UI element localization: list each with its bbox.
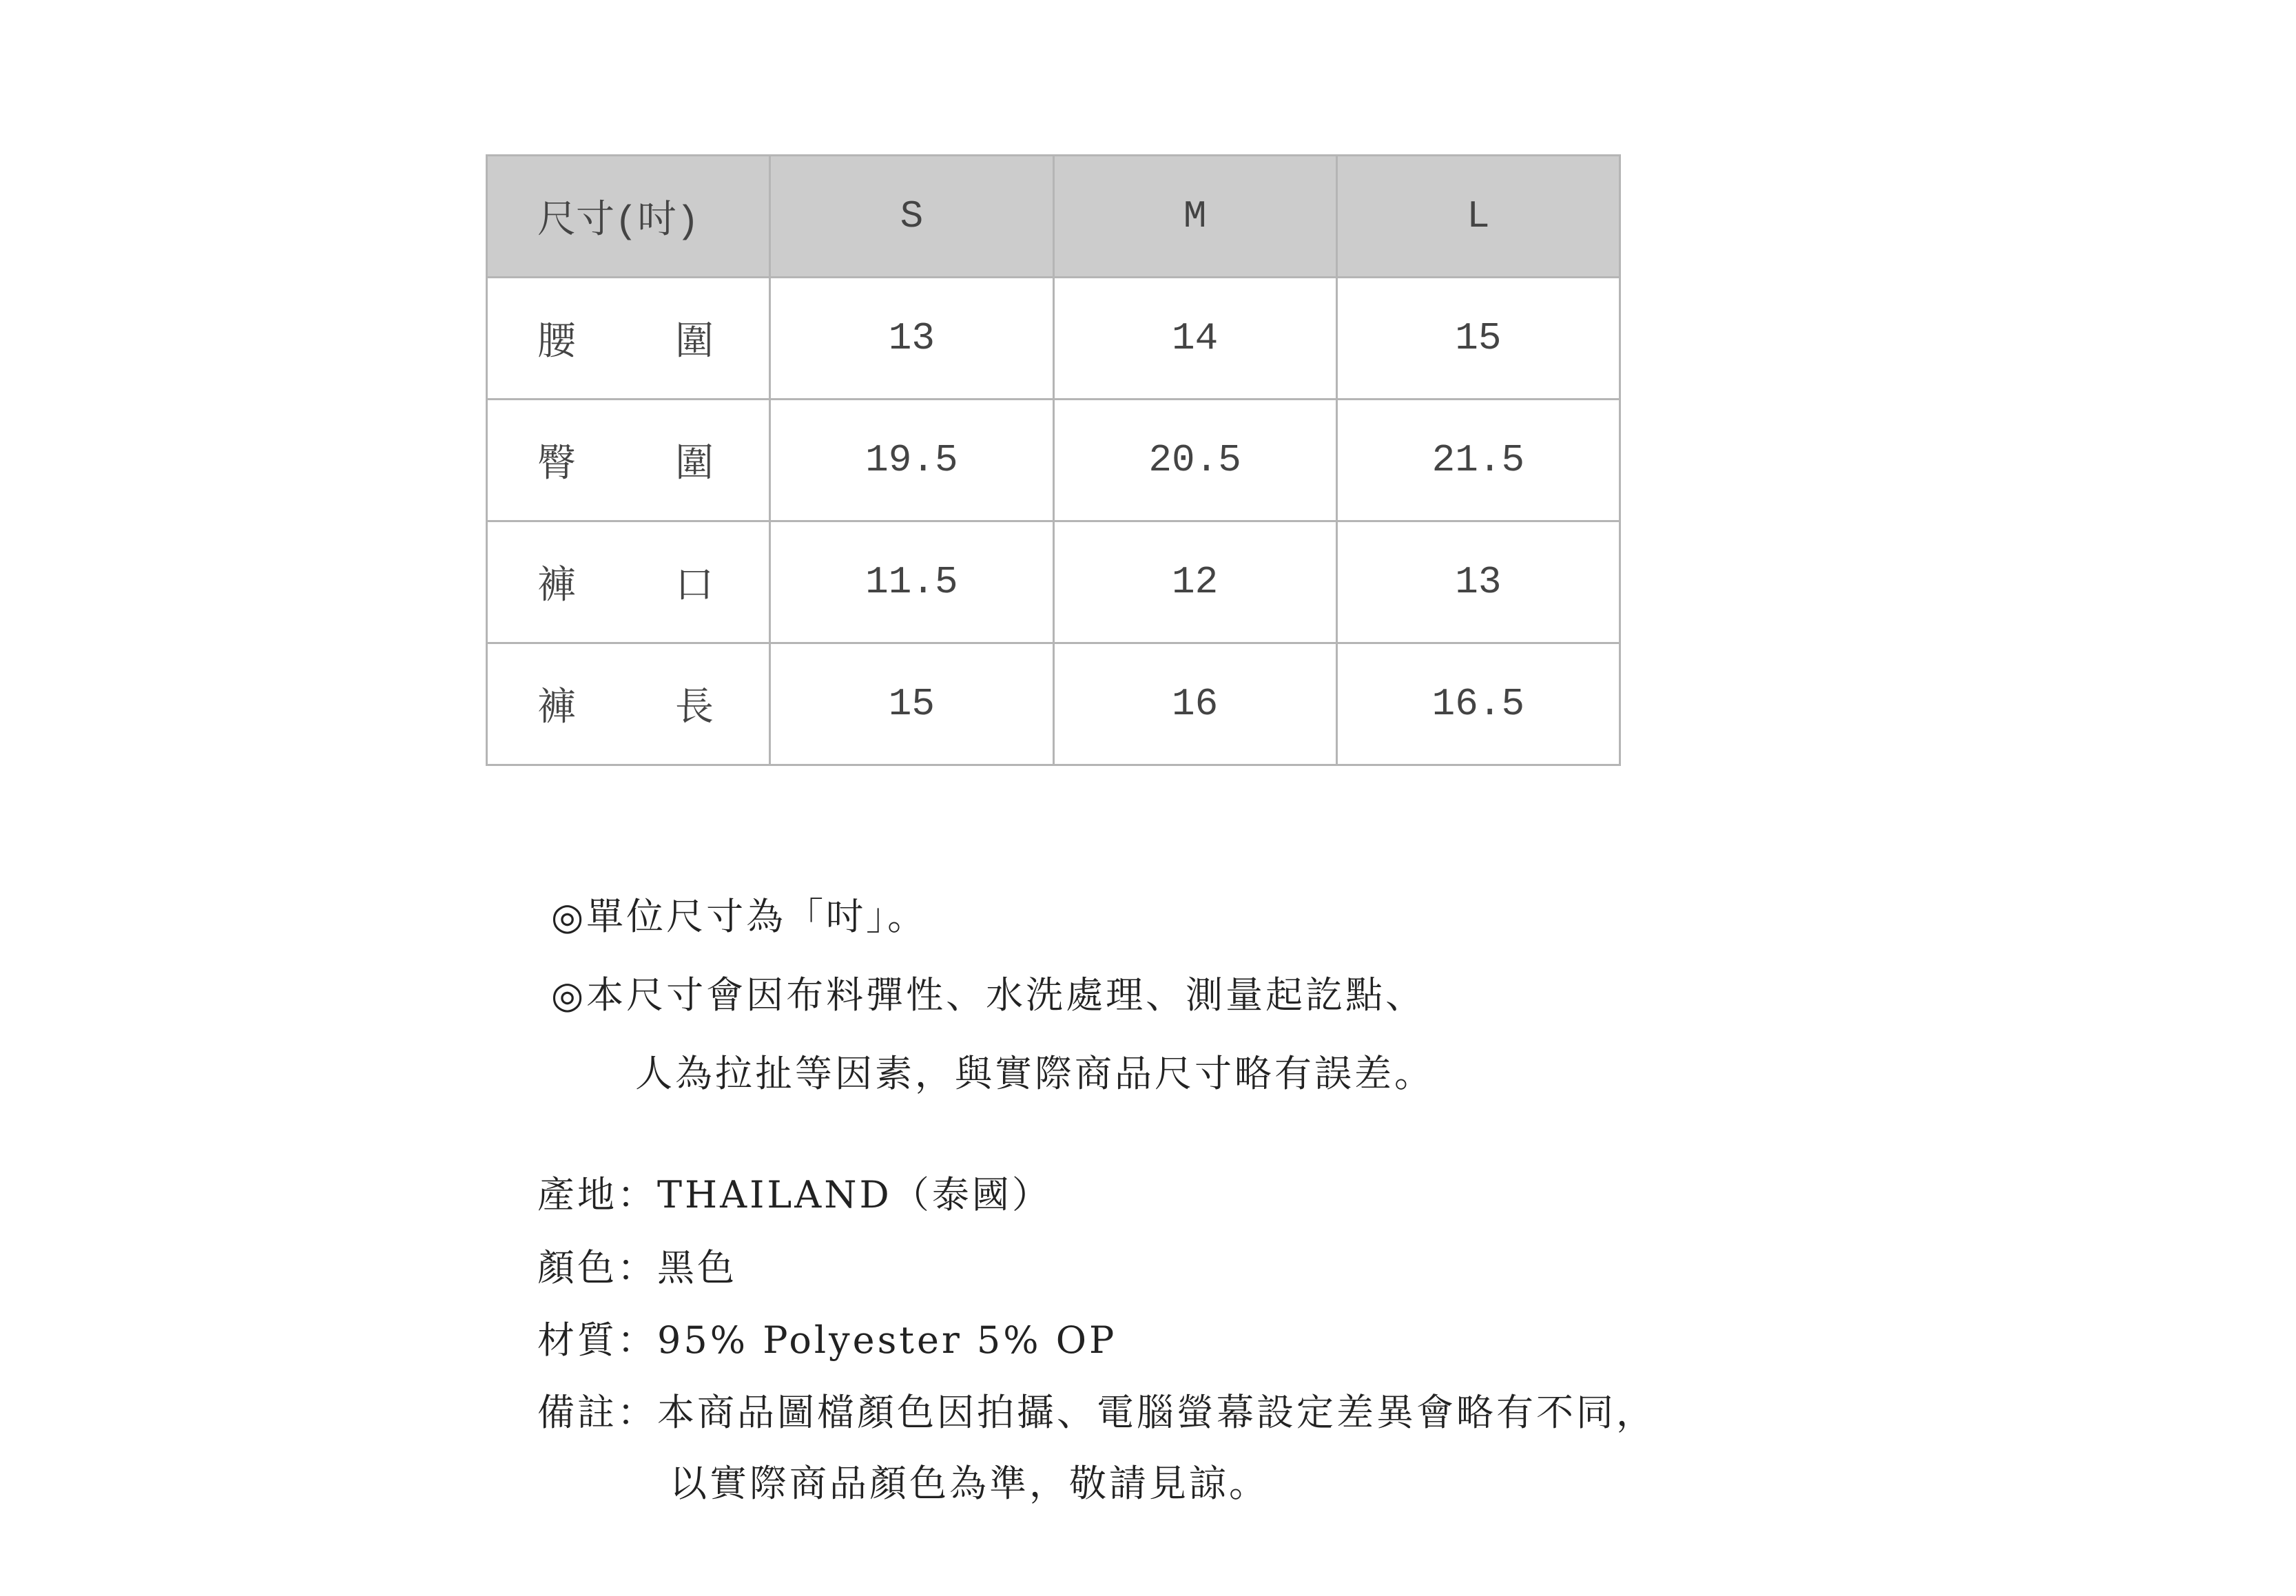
size-chart-table <box>486 154 1621 766</box>
detail-remark-line2: 以實際商品顏色為準，敬請見諒。 <box>670 1462 1269 1505</box>
row-label <box>487 400 770 521</box>
label-part: 長 <box>675 687 714 732</box>
row-label <box>487 521 770 643</box>
cell: 16 <box>1053 643 1336 765</box>
label-part: 臀 <box>537 444 576 488</box>
cell: 15 <box>770 643 1053 765</box>
note-variance-line1: ◎本尺寸會因布料彈性、水洗處理、測量起訖點、 <box>551 973 1426 1017</box>
header-m: M <box>1053 156 1336 278</box>
cell: 19.5 <box>770 400 1053 521</box>
cell: 13 <box>1336 521 1620 643</box>
header-size-unit: 尺寸(吋) <box>487 156 770 278</box>
cell: 13 <box>770 278 1053 400</box>
label-part: 圍 <box>675 444 714 488</box>
detail-remark-line1: 備註：本商品圖檔顏色因拍攝、電腦螢幕設定差異會略有不同， <box>537 1391 1656 1434</box>
cell: 15 <box>1336 278 1620 400</box>
detail-origin: 產地：THAILAND（泰國） <box>537 1173 1052 1216</box>
detail-material: 材質：95% Polyester 5% OP <box>537 1318 1117 1362</box>
note-variance-line2: 人為拉扯等因素，與實際商品尺寸略有誤差。 <box>635 1052 1434 1095</box>
cell: 21.5 <box>1336 400 1620 521</box>
header-l: L <box>1336 156 1620 278</box>
table-header-row <box>487 156 1620 278</box>
detail-color: 顏色：黑色 <box>537 1246 737 1289</box>
table-row-leg-opening <box>487 521 1620 643</box>
row-label <box>487 643 770 765</box>
cell: 20.5 <box>1053 400 1336 521</box>
header-s: S <box>770 156 1053 278</box>
note-unit: ◎單位尺寸為「吋」。 <box>551 895 928 938</box>
label-part: 圍 <box>675 322 714 366</box>
cell: 16.5 <box>1336 643 1620 765</box>
label-part: 褲 <box>537 566 576 610</box>
cell: 12 <box>1053 521 1336 643</box>
row-label <box>487 278 770 400</box>
cell: 11.5 <box>770 521 1053 643</box>
label-part: 口 <box>675 566 714 610</box>
label-part: 腰 <box>537 322 576 366</box>
table-row-hip <box>487 400 1620 521</box>
cell: 14 <box>1053 278 1336 400</box>
label-part: 褲 <box>537 687 576 732</box>
table-row-length <box>487 643 1620 765</box>
table-row-waist <box>487 278 1620 400</box>
